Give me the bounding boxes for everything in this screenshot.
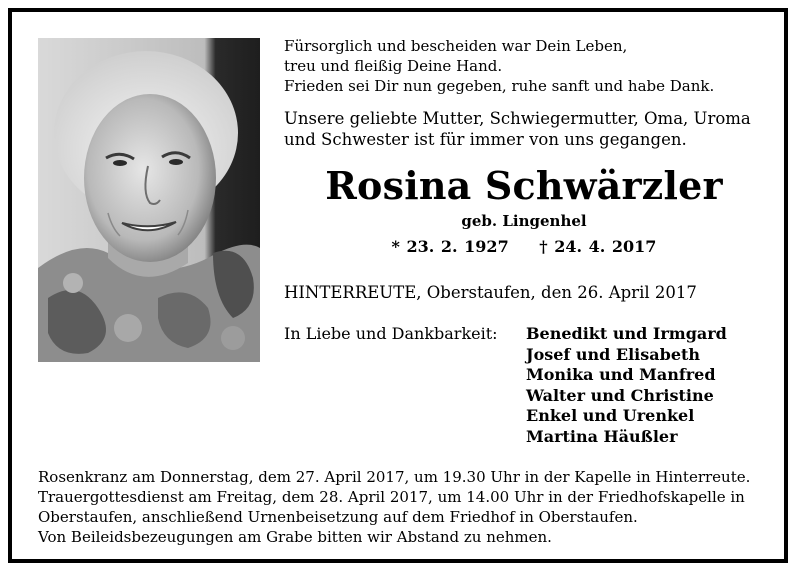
birth-date: * 23. 2. 1927 [391, 237, 509, 256]
mourner-entry: Monika und Manfred [526, 365, 716, 384]
intro-line: und Schwester ist für immer von uns gegangen. [284, 130, 687, 149]
obituary-notice [8, 8, 788, 563]
service-details [38, 467, 778, 547]
mourner-entry: Enkel und Urenkel [526, 406, 695, 425]
footer-line: Oberstaufen, anschließend Urnenbeisetzung auf dem Friedhof in Oberstaufen. [38, 508, 638, 526]
poem-text [284, 36, 714, 96]
mourner-entry: Josef und Elisabeth [526, 344, 701, 364]
poem-line: treu und fleißig Deine Hand. [284, 57, 503, 75]
intro-text [284, 108, 751, 150]
life-dates [284, 237, 764, 256]
poem-line: Fürsorglich und bescheiden war Dein Leben, [284, 37, 628, 55]
death-date: † 24. 4. 2017 [539, 237, 657, 256]
footer-line: Trauergottesdienst am Freitag, dem 28. April 2017, um 14.00 Uhr in der Friedhofskapelle in [38, 488, 745, 506]
poem-line: Frieden sei Dir nun gegeben, ruhe sanft und habe Dank. [284, 77, 715, 95]
mourner-entry: Walter und Christine [526, 385, 714, 405]
deceased-name: Rosina Schwärzler [325, 163, 723, 208]
portrait-photo [38, 38, 260, 362]
place-and-date: HINTERREUTE, Oberstaufen, den 26. April 2017 [284, 283, 697, 302]
mourners-label: In Liebe und Dankbarkeit: [284, 324, 498, 343]
mourner-entry: Martina Häußler [526, 426, 678, 446]
footer-line: Rosenkranz am Donnerstag, dem 27. April 2017, um 19.30 Uhr in der Kapelle in Hinterreute. [38, 468, 751, 486]
intro-line: Unsere geliebte Mutter, Schwiegermutter, Oma, Uroma [284, 109, 751, 128]
maiden-name: geb. Lingenhel [461, 212, 587, 230]
footer-line: Von Beileidsbezeugungen am Grabe bitten wir Abstand zu nehmen. [38, 528, 552, 546]
mourner-entry: Benedikt und Irmgard [526, 324, 727, 343]
mourners-list [526, 324, 727, 447]
